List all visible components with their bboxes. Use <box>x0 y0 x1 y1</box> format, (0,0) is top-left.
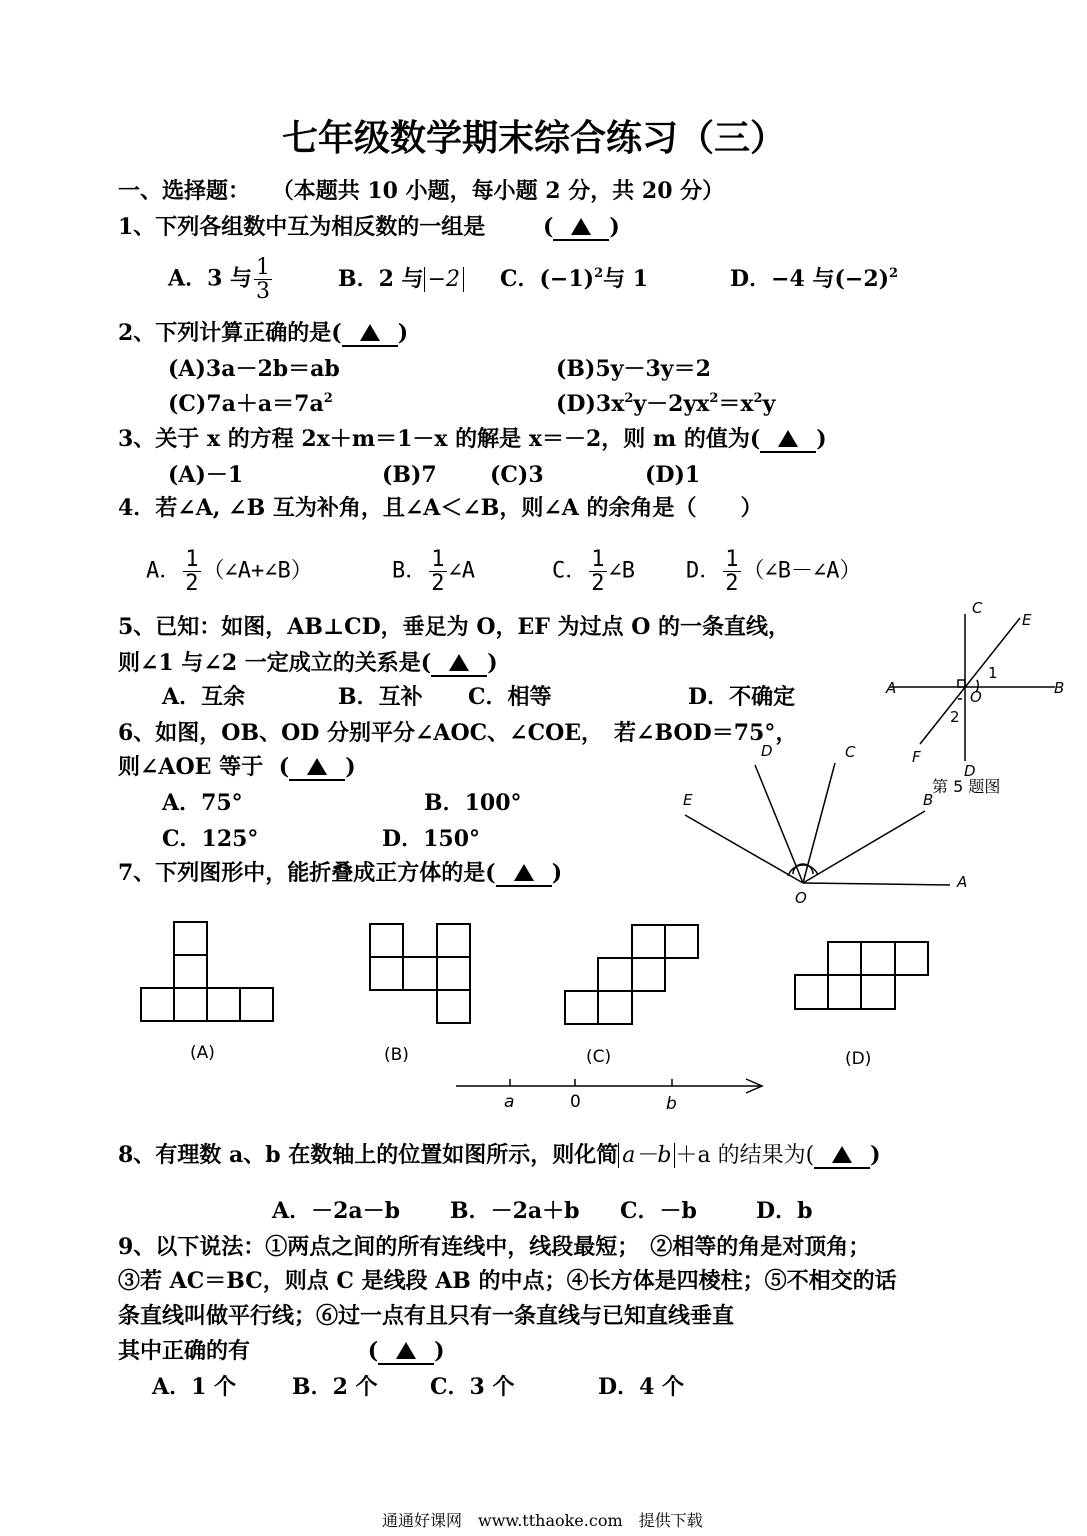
label-a: A <box>957 873 968 891</box>
answer-blank <box>378 1340 434 1365</box>
ray-ob <box>803 811 925 883</box>
question-1-option-a: A．3 与 $\frac{1}{3}$ <box>168 255 271 305</box>
label-d: D <box>964 762 976 780</box>
question-3-option-d: (D)1 <box>645 462 701 488</box>
section-note: （本题共 10 小题，每小题 2 分，共 20 分） <box>271 178 725 204</box>
answer-blank <box>553 216 609 241</box>
answer-blank <box>342 322 398 347</box>
fraction: $\frac{1}{3}$ <box>256 255 271 305</box>
question-3-stem: 3、关于 x 的方程 2x＋m＝1－x 的解是 x＝－2，则 m 的值为( ) <box>118 426 827 452</box>
label-f: F <box>912 748 921 766</box>
question-9-line2: ③若 AC＝BC，则点 C 是线段 AB 的中点；④长方体是四棱柱；⑤不相交的话 <box>118 1268 897 1294</box>
net-a <box>141 922 273 1021</box>
question-2-option-d: $(D)3x^2y-2yx^2=x^2y$ <box>556 391 776 417</box>
question-2-option-a: (A)3a－2b＝ab <box>168 356 340 382</box>
question-5-line1: 5、已知：如图，AB⊥CD，垂足为 O，EF 为过点 O 的一条直线， <box>118 614 791 640</box>
label-b: B <box>923 791 934 809</box>
question-8-option-c: C．－b <box>620 1198 697 1224</box>
label-a: A <box>886 679 897 697</box>
question-5-option-a: A．互余 <box>162 684 246 710</box>
question-1-text: 1、下列各组数中互为相反数的一组是 <box>118 214 486 240</box>
question-4-option-d: D． $\frac{1}{2}$ （∠B－∠A） <box>686 547 862 597</box>
triangle-icon <box>514 864 534 881</box>
question-2-option-c: $(C)7a+a=7a^2$ <box>168 391 333 417</box>
net-label-b: (B) <box>384 1045 409 1065</box>
section-label: 一、选择题： <box>118 178 251 204</box>
question-9-line4: 其中正确的有 ( ) <box>118 1338 445 1364</box>
answer-blank <box>496 862 552 887</box>
ray-oa <box>803 883 950 885</box>
number-line <box>450 1070 770 1115</box>
ray-oe <box>685 815 803 883</box>
question-6-line1: 6、如图，OB、OD 分别平分∠AOC、∠COE， 若∠BOD＝75°， <box>118 720 798 746</box>
label-o: O <box>795 889 807 907</box>
label-c: C <box>972 599 983 617</box>
answer-blank <box>289 756 345 781</box>
axis-label-a: a <box>504 1092 515 1112</box>
question-8-option-d: D．b <box>756 1198 813 1224</box>
net-label-c: (C) <box>586 1047 612 1067</box>
question-7-stem: 7、下列图形中，能折叠成正方体的是( ) <box>118 860 563 886</box>
question-4-stem: 4．若∠A, ∠B 互为补角，且∠A＜∠B，则∠A 的余角是（ ） <box>118 495 763 521</box>
question-9-option-a: A．1 个 <box>152 1374 237 1400</box>
question-8-option-b: B．－2a＋b <box>450 1198 580 1224</box>
question-1-option-b: B．2 与 −2 <box>338 268 464 291</box>
question-4-option-a: A． $\frac{1}{2}$ （∠A+∠B） <box>146 547 313 597</box>
triangle-icon <box>360 324 380 341</box>
question-6-option-b: B．100° <box>424 790 522 816</box>
absolute-value: −2 <box>424 267 464 292</box>
question-6-line2: 则∠AOE 等于 ( ) <box>118 754 356 780</box>
axis-label-0: 0 <box>570 1092 581 1112</box>
question-3-option-c: (C)3 <box>490 462 544 488</box>
triangle-icon <box>832 1146 852 1163</box>
question-8-stem: 8、有理数 a、b 在数轴上的位置如图所示，则化简 a－b ＋a 的结果为( ) <box>118 1142 881 1168</box>
triangle-icon <box>449 654 469 671</box>
question-1-option-d: D．−4 与$(-2)^2$ <box>730 266 899 292</box>
line-ef <box>920 618 1020 744</box>
ray-od <box>755 765 803 883</box>
label-b: B <box>1054 679 1065 697</box>
question-3-option-a: (A)－1 <box>168 462 244 488</box>
question-5-option-b: B．互补 <box>338 684 423 710</box>
net-c <box>565 925 698 1024</box>
axis-label-b: b <box>666 1094 677 1114</box>
triangle-icon <box>571 218 591 235</box>
triangle-icon <box>396 1342 416 1359</box>
question-2-option-b: (B)5y－3y＝2 <box>556 356 711 382</box>
question-9-option-b: B．2 个 <box>292 1374 378 1400</box>
net-label-d: (D) <box>845 1049 872 1069</box>
question-6-option-a: A．75° <box>162 790 243 816</box>
label-o: O <box>970 688 982 706</box>
label-e: E <box>1022 611 1032 629</box>
question-9-line3: 条直线叫做平行线；⑥过一点有且只有一条直线与已知直线垂直 <box>118 1303 735 1329</box>
net-b <box>370 924 470 1023</box>
question-9-option-c: C．3 个 <box>430 1374 515 1400</box>
question-1-option-c: C．$(-1)^2$与 1 <box>500 266 649 292</box>
footer-text: 通通好课网 www.tthaoke.com 提供下载 <box>382 1511 703 1530</box>
question-2-stem: 2、下列计算正确的是( ) <box>118 320 409 346</box>
question-4-option-b: B． $\frac{1}{2}$ ∠A <box>392 547 475 597</box>
answer-blank <box>431 652 487 677</box>
label-1: 1 <box>988 664 998 682</box>
section-heading <box>118 180 724 202</box>
triangle-icon <box>307 758 327 775</box>
question-5-option-d: D．不确定 <box>688 684 796 710</box>
question-5-line2: 则∠1 与∠2 一定成立的关系是( ) <box>118 650 498 676</box>
page-title: 七年级数学期末综合练习（三） <box>282 117 787 159</box>
triangle-icon <box>778 430 798 447</box>
figure-6-diagram <box>675 735 985 910</box>
question-8-option-a: A．－2a－b <box>272 1198 401 1224</box>
question-5-option-c: C．相等 <box>468 684 552 710</box>
net-label-a: (A) <box>190 1043 215 1063</box>
question-6-option-d: D．150° <box>382 826 481 852</box>
figure-7-nets <box>120 912 950 1072</box>
question-4-option-c: C． $\frac{1}{2}$ ∠B <box>552 547 635 597</box>
label-c: C <box>845 743 856 761</box>
right-angle-mark <box>958 680 965 687</box>
label-2: 2 <box>950 708 960 726</box>
absolute-value: a－b <box>618 1143 675 1168</box>
question-3-option-b: (B)7 <box>382 462 437 488</box>
question-9-line1: 9、以下说法：①两点之间的所有连线中，线段最短； ②相等的角是对顶角； <box>118 1234 871 1260</box>
label-d: D <box>761 742 773 760</box>
question-6-option-c: C．125° <box>162 826 259 852</box>
answer-blank <box>760 428 816 453</box>
figure-5-caption: 第 5 题图 <box>932 777 1001 796</box>
question-1-stem: 1、下列各组数中互为相反数的一组是 ( ) <box>118 214 620 240</box>
question-9-option-d: D．4 个 <box>598 1374 685 1400</box>
net-d <box>795 942 928 1009</box>
label-e: E <box>683 791 693 809</box>
answer-blank <box>814 1144 870 1169</box>
